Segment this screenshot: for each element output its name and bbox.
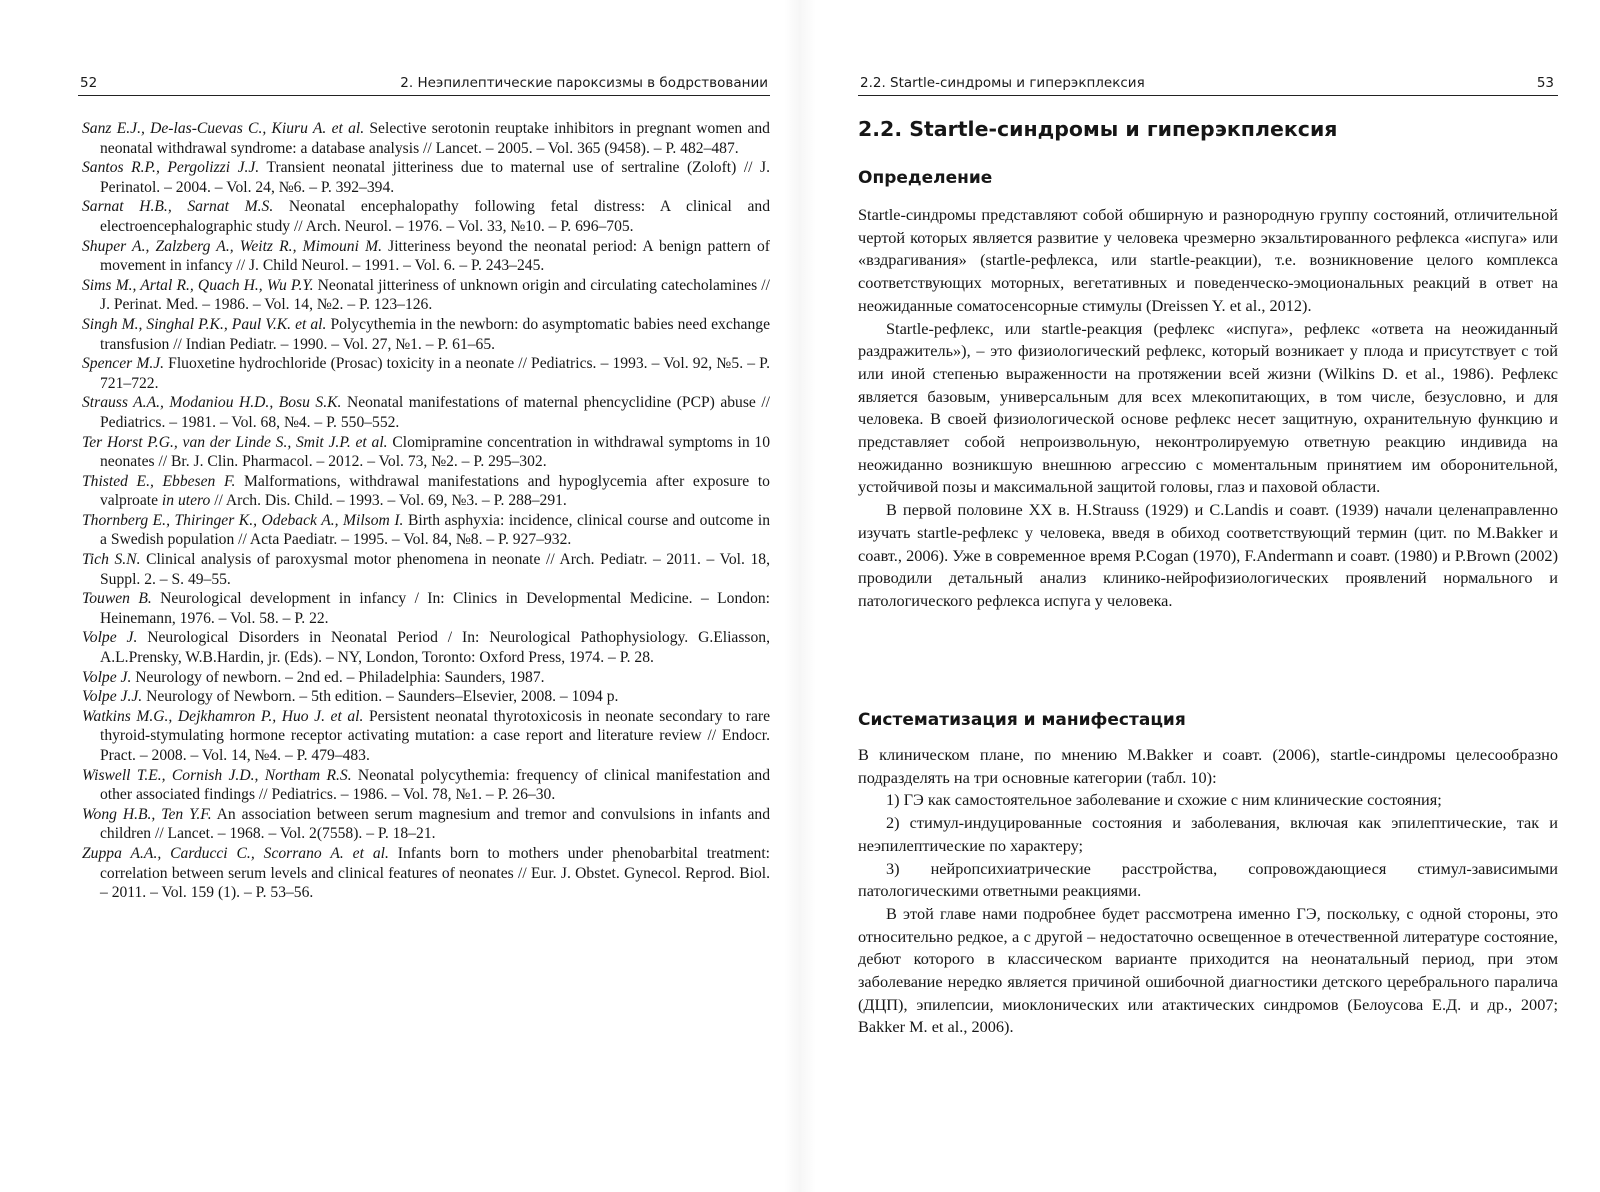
reference-authors: Thornberg E., Thiringer K., Odeback A., Milsom I. [82,511,404,529]
reference-item [82,805,770,844]
running-title-right: 2.2. Startle-синдромы и гиперэкплексия [860,75,1145,91]
reference-list [82,119,770,903]
reference-item [82,550,770,589]
running-title-left: 2. Неэпилептические пароксизмы в бодрствовании [400,75,768,91]
list-item: 2) стимул-индуцированные состояния и заболевания, включая как эпилептические, так и неэпилептические по характеру; [858,813,1558,855]
reference-text: Malformations, withdrawal manifestations and hypoglycemia after exposure to valproate [100,472,770,510]
reference-item [82,276,770,315]
reference-text: Neurology of Newborn. – 5th edition. – Saunders–Elsevier, 2008. – 1094 p. [142,688,619,706]
reference-authors: Ter Horst P.G., van der Linde S., Smit J.P. et al. [82,433,388,451]
reference-text: Clinical analysis of paroxysmal motor phenomena in neonate // Arch. Pediatr. – 2011. – Vol. 18, Suppl. 2. – S. 49–55. [100,551,770,588]
subhead-definition: Определение [858,168,993,188]
reference-item [82,197,770,236]
right-running-head [858,73,1558,96]
reference-authors: Strauss A.A., Modaniou H.D., Bosu S.K. [82,394,342,412]
reference-text: Clomipramine concentration in withdrawal symptoms in 10 neonates // Br. J. Clin. Pharmacol. – 2012. – Vol. 73, №2. – P. 295–302. [100,433,770,471]
reference-item [82,119,770,158]
reference-authors: Wong H.B., Ten Y.F. [82,805,212,823]
reference-authors: Sims M., Artal R., Quach H., Wu P.Y. [82,276,314,294]
reference-text: Neonatal polycythemia: frequency of clinical manifestation and other associated findings // Pediatrics. – 1986. – Vol. 78, №1. – P. 26–30. [100,766,770,804]
list-item: 1) ГЭ как самостоятельное заболевание и схожие с ним клинические состояния; [886,790,1442,810]
reference-text: Selective serotonin reuptake inhibitors in pregnant women and neonatal withdrawal syndrome: a database analysis // Lancet. – 2005. – Vol. 365 (9458). – P. 482–487. [100,120,770,157]
reference-item [82,158,770,197]
reference-text: Jitteriness beyond the neonatal period: A benign pattern of movement in infancy // J. Child Neurol. – 1991. – Vol. 6. – P. 243–245. [100,237,770,275]
reference-text: Fluoxetine hydrochloride (Prosac) toxicity in a neonate // Pediatrics. – 1993. – Vol. 92, №5. – P. 721–722. [100,355,770,392]
reference-item [82,628,770,667]
reference-item [82,766,770,805]
reference-authors: Zuppa A.A., Carducci C., Scorrano A. et al. [82,844,389,862]
reference-authors: Sarnat H.B., Sarnat M.S. [82,198,274,216]
reference-authors: Spencer M.J. [82,355,165,373]
page-number-left: 52 [80,75,98,91]
paragraph: В клиническом плане, по мнению M.Bakker и соавт. (2006), startle-синдромы целесообразно подразделять на три основные категории (табл. 10): [858,745,1558,787]
reference-authors: Tich S.N. [82,551,141,569]
reference-text: Transient neonatal jitteriness due to maternal use of sertraline (Zoloft) // J. Perinatol. – 2004. – Vol. 24, №6. – P. 392–394. [100,159,771,196]
reference-italic: in utero [161,492,211,510]
reference-text: Persistent neonatal thyrotoxicosis in neonate secondary to rare thyroid-stymulating hormone receptor activating mutation: a case report and literature review // Endocr. Pract. – 2008. – Vol. 14, №4. – P. 479–483. [100,707,770,764]
reference-text: Neurological development in infancy / In: Clinics in Developmental Medicine. – London: Heinemann, 1976. – Vol. 58. – P. 22. [100,590,770,627]
reference-text: An association between serum magnesium and tremor and convulsions in infants and children // Lancet. – 1968. – Vol. 2(7558). – P. 18–21. [100,805,771,843]
reference-item [82,354,770,393]
reference-authors: Wiswell T.E., Cornish J.D., Northam R.S. [82,766,352,784]
subhead-systematization: Систематизация и манифестация [858,710,1186,730]
paragraph: В первой половине XX в. H.Strauss (1929) и C.Landis и соавт. (1939) начали целенаправленно изучать startle-рефлекс у человека, введя в обиход соответствующий термин (цит. по M.Bakker и соавт., 2006). Уже в современное время P.Cogan (1970), F.Andermann и соавт. (1980) и P.Brown (2002) проводили детальный анализ клинико-нейрофизиологических проявлений нормального и патологического рефлекса испуга у человека. [858,500,1558,610]
reference-item [82,844,770,903]
reference-item [82,433,770,472]
reference-authors: Singh M., Singhal P.K., Paul V.K. et al. [82,315,327,333]
reference-authors: Watkins M.G., Dejkhamron P., Huo J. et al. [82,707,364,725]
reference-text: Neurology of newborn. – 2nd ed. – Philadelphia: Saunders, 1987. [131,668,545,686]
reference-text: Infants born to mothers under phenobarbital treatment: correlation between serum levels and clinical features of neonates // Eur. J. Obstet. Gynecol. Reprod. Biol. – 2011. – Vol. 159 (1). – P. 53–56. [100,844,771,902]
reference-authors: Touwen B. [82,590,152,608]
paragraph: В этой главе нами подробнее будет рассмотрена именно ГЭ, поскольку, с одной стороны, это относительно редкое, а с другой – недостаточно освещенное в отечественной литературе состояние, дебют которого в классическом варианте приходится на неонатальный период, при этом заболевание нередко является причиной ошибочной диагностики детского церебрального паралича (ДЦП), эпилепсии, миоклонических или атактических синдромов (Белоусова Е.Д. и др., 2007; Bakker M. et al., 2006). [858,903,1558,1037]
reference-text: Birth asphyxia: incidence, clinical course and outcome in a Swedish population // Acta Paediatr. – 1995. – Vol. 84, №8. – P. 927–932. [100,511,771,549]
reference-text: Neonatal manifestations of maternal phencyclidine (PCP) abuse // Pediatrics. – 1981. – Vol. 68, №4. – P. 550–552. [100,394,771,431]
reference-text: Polycythemia in the newborn: do asymptomatic babies need exchange transfusion // Indian Pediatr. – 1990. – Vol. 27, №1. – P. 61–65. [100,315,770,353]
reference-authors: Volpe J. [82,668,132,686]
reference-item [82,472,770,511]
page-number-right: 53 [1536,75,1554,91]
reference-item [82,315,770,354]
right-page [800,0,1600,1192]
reference-text: Neurological Disorders in Neonatal Period / In: Neurological Pathophysiology. G.Eliasson, A.L.Prensky, W.B.Hardin, jr. (Eds). – NY, London, Toronto: Oxford Press, 1974. – P. 28. [100,629,770,667]
reference-item [82,237,770,276]
reference-authors: Volpe J.J. [82,688,143,706]
reference-item [82,707,770,766]
reference-authors: Thisted E., Ebbesen F. [82,472,236,490]
reference-item [82,511,770,550]
section-title: 2.2. Startle-синдромы и гиперэкплексия [858,117,1338,141]
reference-authors: Santos R.P., Pergolizzi J.J. [82,159,260,177]
systematization-text [858,744,1558,1039]
reference-text: Neonatal jitteriness of unknown origin and circulating catecholamines // J. Perinat. Med. – 1986. – Vol. 14, №2. – P. 123–126. [100,276,770,314]
reference-item [82,668,770,688]
reference-item [82,687,770,707]
reference-text: Neonatal encephalopathy following fetal distress: A clinical and electroencephalographic study // Arch. Neurol. – 1976. – Vol. 33, №10. – P. 696–705. [100,198,771,235]
paragraph: Startle-рефлекс, или startle-реакция (рефлекс «испуга», рефлекс «ответа на неожиданный раздражитель»), – это физиологический рефлекс, который возникает у плода и присутствует с той или иной степенью выраженности на протяжении всей жизни (Wilkins D. et al., 1986). Рефлекс является базовым, универсальным для всех млекопитающих, в том числе, безусловно, и для человека. В своей физиологической основе рефлекс несет защитную, охранительную функцию и представляет собой непроизвольную, неконтролируемую ответную реакцию индивида на неожиданно возникшую внешнюю агрессию с моментальным принятием им оборонительной, устойчивой позы и максимальной защитой головы, глаз и паховой области. [858,318,1558,497]
reference-item [82,589,770,628]
reference-authors: Sanz E.J., De-las-Cuevas C., Kiuru A. et al. [82,120,365,137]
reference-authors: Shuper A., Zalzberg A., Weitz R., Mimouni M. [82,237,382,255]
left-running-head [78,73,770,96]
list-item: 3) нейропсихиатрические расстройства, сопровождающиеся стимул-зависимыми патологическими ответными реакциями. [858,858,1558,901]
definition-text [858,204,1558,613]
paragraph: Startle-синдромы представляют собой обширную и разнородную группу состояний, отличительной чертой которых является развитие у человека чрезмерно экзальтированного рефлекса «испуга» или «вздрагивания» (startle-рефлекса, или startle-реакции), т.е. возникновение целого комплекса соответствующих моторных, вегетативных и поведенческо-эмоциональных реакций в ответ на неожиданные соматосенсорные стимулы (Dreissen Y. et al., 2012). [858,205,1558,315]
reference-authors: Volpe J. [82,629,138,647]
reference-item [82,393,770,432]
reference-text-continued: // Arch. Dis. Child. – 1993. – Vol. 69, №3. – P. 288–291. [210,492,567,510]
